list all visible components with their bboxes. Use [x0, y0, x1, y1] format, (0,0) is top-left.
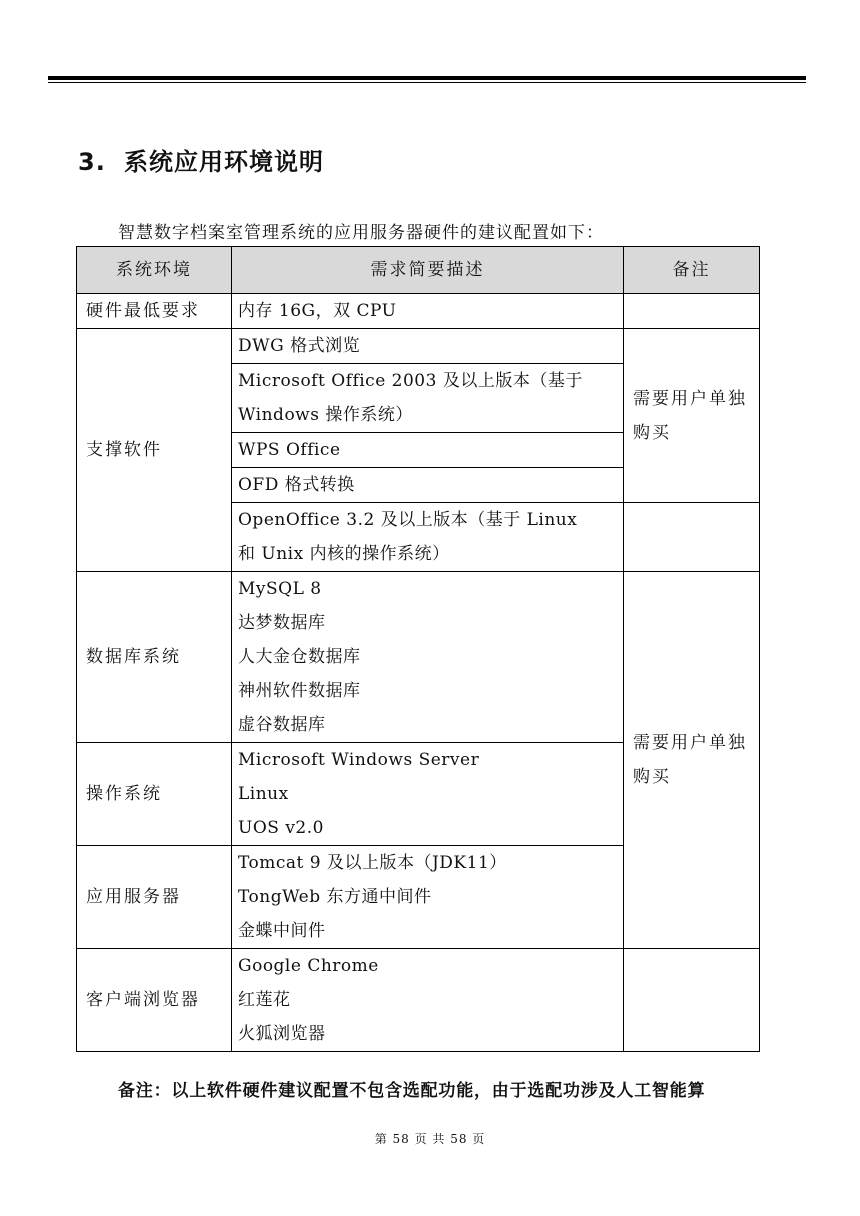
- env-cell: 应用服务器: [77, 846, 232, 949]
- note-cell: [624, 503, 760, 572]
- desc-line: OpenOffice 3.2 及以上版本（基于 Linux: [238, 510, 578, 530]
- desc-line: Tomcat 9 及以上版本（JDK11）: [238, 853, 507, 873]
- desc-line: 和 Unix 内核的操作系统）: [238, 544, 450, 564]
- desc-line: Windows 操作系统）: [238, 405, 413, 425]
- note-cell: [624, 572, 760, 949]
- section-number: 3.: [78, 148, 106, 176]
- section-title: 系统应用环境说明: [124, 148, 324, 176]
- table-row: [77, 572, 760, 743]
- desc-line: 人大金仓数据库: [238, 647, 361, 667]
- desc-line: Google Chrome: [238, 956, 379, 976]
- section-heading: [78, 142, 324, 177]
- footnote: 备注：以上软件硬件建议配置不包含选配功能，由于选配功涉及人工智能算: [118, 1081, 706, 1101]
- page-number: 第 58 页 共 58 页: [374, 1132, 486, 1146]
- desc-line: TongWeb 东方通中间件: [238, 887, 432, 907]
- requirements-table: [76, 246, 760, 1052]
- desc-cell: [232, 949, 624, 1052]
- desc-line: 神州软件数据库: [238, 681, 361, 701]
- env-cell: 操作系统: [77, 743, 232, 846]
- env-cell: 客户端浏览器: [77, 949, 232, 1052]
- desc-cell: [232, 503, 624, 572]
- env-cell: 数据库系统: [77, 572, 232, 743]
- desc-line: 达梦数据库: [238, 613, 326, 633]
- desc-cell: [232, 364, 624, 433]
- desc-cell: [232, 743, 624, 846]
- note-cell: [624, 949, 760, 1052]
- desc-line: UOS v2.0: [238, 818, 324, 838]
- table-row: [77, 294, 760, 329]
- header-rule-thin: [48, 82, 806, 83]
- desc-line: Microsoft Windows Server: [238, 750, 480, 770]
- env-cell: 硬件最低要求: [77, 294, 232, 329]
- desc-line: OFD 格式转换: [238, 475, 355, 495]
- desc-line: Microsoft Office 2003 及以上版本（基于: [238, 371, 583, 391]
- desc-line: 内存 16G，双 CPU: [238, 301, 397, 321]
- desc-cell: [232, 572, 624, 743]
- table-header-row: [77, 247, 760, 294]
- desc-line: MySQL 8: [238, 579, 322, 599]
- header-note: 备注: [624, 247, 760, 294]
- desc-line: WPS Office: [238, 440, 341, 460]
- note-cell: [624, 294, 760, 329]
- table-row: [77, 949, 760, 1052]
- desc-cell: [232, 468, 624, 503]
- desc-line: 金蝶中间件: [238, 921, 326, 941]
- desc-line: 虚谷数据库: [238, 715, 326, 735]
- desc-line: 红莲花: [238, 990, 291, 1010]
- intro-paragraph: 智慧数字档案室管理系统的应用服务器硬件的建议配置如下：: [118, 223, 604, 243]
- desc-line: DWG 格式浏览: [238, 336, 361, 356]
- header-rule-thick: [48, 76, 806, 80]
- desc-cell: [232, 294, 624, 329]
- desc-line: Linux: [238, 784, 289, 804]
- note-text: 需要用户单独购买: [633, 388, 747, 443]
- note-text: 需要用户单独购买: [633, 733, 747, 787]
- desc-cell: [232, 846, 624, 949]
- note-cell: [624, 329, 760, 503]
- header-env: 系统环境: [77, 247, 232, 294]
- header-desc: 需求简要描述: [232, 247, 624, 294]
- table-row: [77, 329, 760, 364]
- desc-line: 火狐浏览器: [238, 1024, 326, 1044]
- desc-cell: [232, 329, 624, 364]
- env-cell: 支撑软件: [77, 329, 232, 572]
- desc-cell: [232, 433, 624, 468]
